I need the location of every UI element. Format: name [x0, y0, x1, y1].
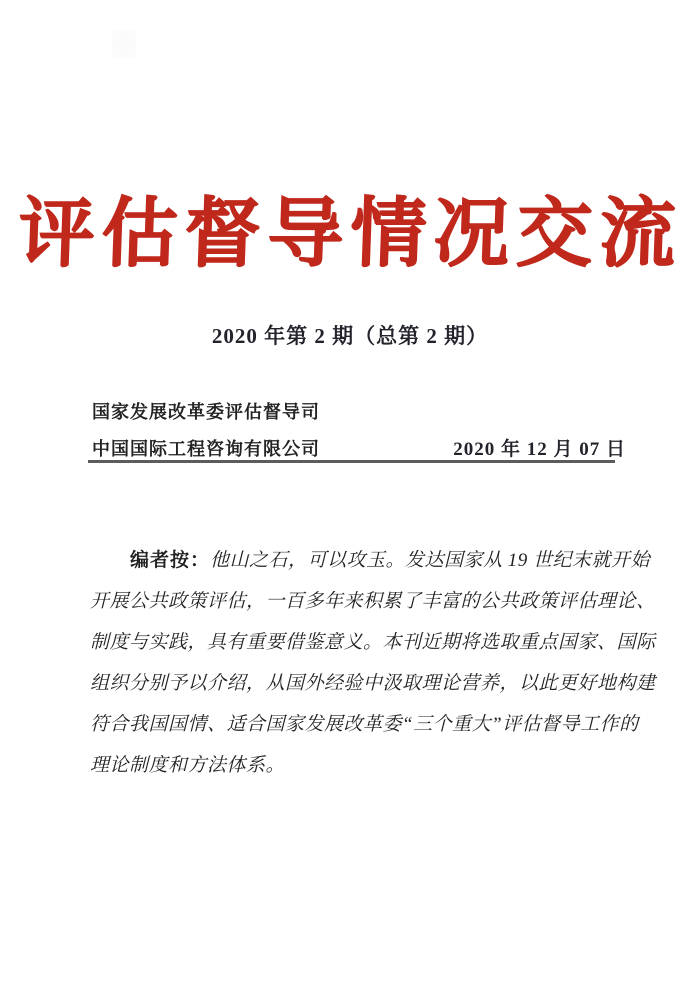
editor-note-text: 他山之石，可以攻玉。发达国家从 19 世纪末就开始 — [210, 550, 651, 571]
editor-note-line — [90, 540, 651, 581]
editor-note-line: 开展公共政策评估，一百多年来积累了丰富的公共政策评估理论、 — [90, 591, 656, 612]
editor-note-line: 组织分别予以介绍，从国外经验中汲取理论营养，以此更好地构建 — [90, 673, 656, 694]
editor-note-line: 符合我国国情、适合国家发展改革委“三个重大”评估督导工作的 — [90, 714, 639, 735]
editor-note — [90, 540, 656, 786]
publication-date: 2020 年 12 月 07 日 — [453, 439, 626, 460]
issue-line: 2020 年第 2 期（总第 2 期） — [211, 324, 489, 348]
masthead-title: 评估督导情况交流 — [16, 192, 684, 276]
editor-note-line: 制度与实践，具有重要借鉴意义。本刊近期将选取重点国家、国际 — [90, 632, 656, 653]
editor-note-line: 理论制度和方法体系。 — [90, 755, 286, 776]
publisher-line-2: 中国国际工程咨询有限公司 — [92, 439, 320, 459]
divider-rule — [88, 460, 615, 463]
publisher-names — [92, 394, 320, 468]
publisher-block — [92, 394, 626, 468]
scan-artifact — [112, 30, 136, 58]
publisher-line-1: 国家发展改革委评估督导司 — [92, 402, 320, 422]
editor-note-label: 编者按： — [130, 550, 211, 571]
